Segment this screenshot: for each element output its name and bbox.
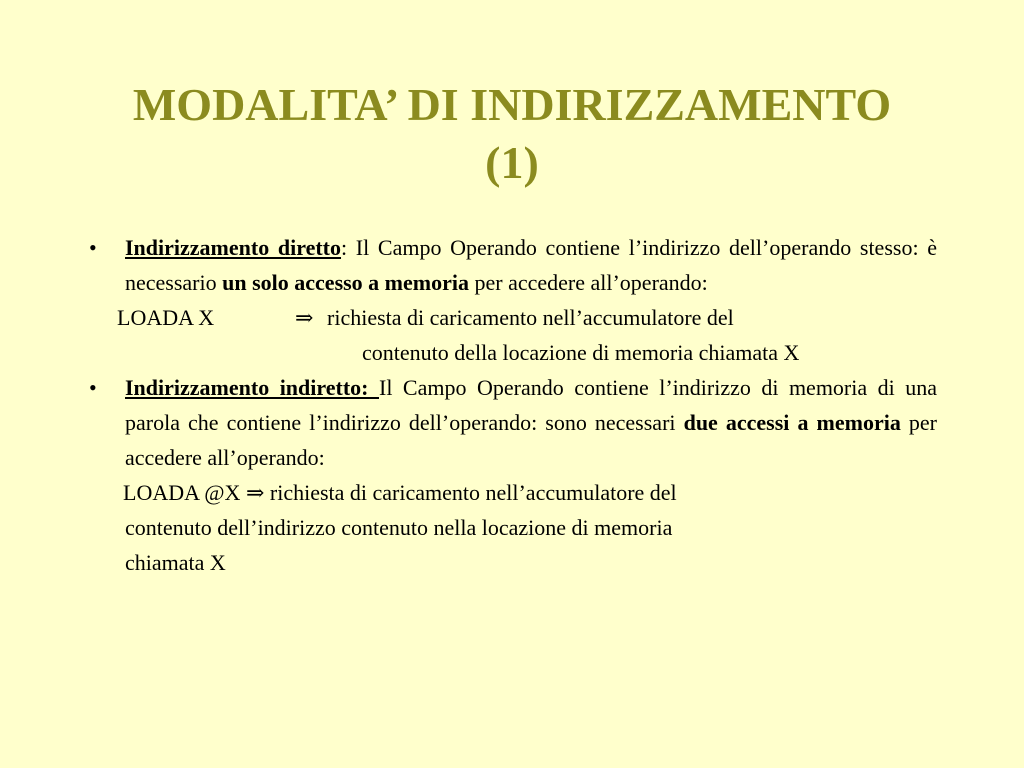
implies-arrow-icon: ⇒ bbox=[245, 480, 265, 505]
indirect-bold-phrase: due accessi a memoria bbox=[683, 410, 901, 435]
direct-code-description: richiesta di caricamento nell’accumulatore del bbox=[327, 305, 734, 330]
slide-title bbox=[0, 76, 1024, 192]
slide-title-line2: (1) bbox=[485, 137, 539, 188]
bullet-icon: • bbox=[89, 375, 97, 400]
slide-body bbox=[0, 230, 1024, 580]
term-direct-addressing: Indirizzamento diretto bbox=[125, 235, 342, 260]
implies-arrow-icon: ⇒ bbox=[295, 305, 314, 330]
indirect-code-line2: contenuto dell’indirizzo contenuto nella locazione di memoria bbox=[125, 515, 673, 540]
bullet-icon: • bbox=[89, 235, 97, 260]
code-example-direct bbox=[117, 300, 1024, 370]
indirect-text-before: Il Campo Operando contiene l’indirizzo di memoria di una parola che contiene l’indirizzo dell’operando: sono necessari bbox=[125, 375, 937, 435]
direct-code-description-cont: contenuto della locazione di memoria chiamata X bbox=[362, 340, 800, 365]
term-colon: : bbox=[341, 235, 348, 260]
direct-bold-phrase: un solo accesso a memoria bbox=[222, 270, 469, 295]
direct-text-before: Il Campo Operando contiene l’indirizzo dell’operando stesso: è necessario bbox=[125, 235, 937, 295]
indirect-code-description: richiesta di caricamento nell’accumulatore del bbox=[264, 480, 677, 505]
bullet-direct-addressing bbox=[89, 230, 937, 300]
direct-text-after: per accedere all’operando: bbox=[468, 270, 708, 295]
term-indirect-addressing: Indirizzamento indiretto: bbox=[125, 375, 379, 400]
bullet-indirect-addressing bbox=[89, 370, 937, 475]
code-example-indirect bbox=[125, 475, 885, 580]
slide-title-line1: MODALITA’ DI INDIRIZZAMENTO bbox=[132, 79, 892, 130]
instruction-loada-at-x: LOADA @X bbox=[123, 480, 246, 505]
indirect-code-line1 bbox=[123, 475, 885, 510]
indirect-text-after: per accedere all’operando: bbox=[125, 410, 937, 470]
indirect-code-line3: chiamata X bbox=[125, 550, 226, 575]
instruction-loada-x: LOADA X bbox=[117, 305, 215, 330]
